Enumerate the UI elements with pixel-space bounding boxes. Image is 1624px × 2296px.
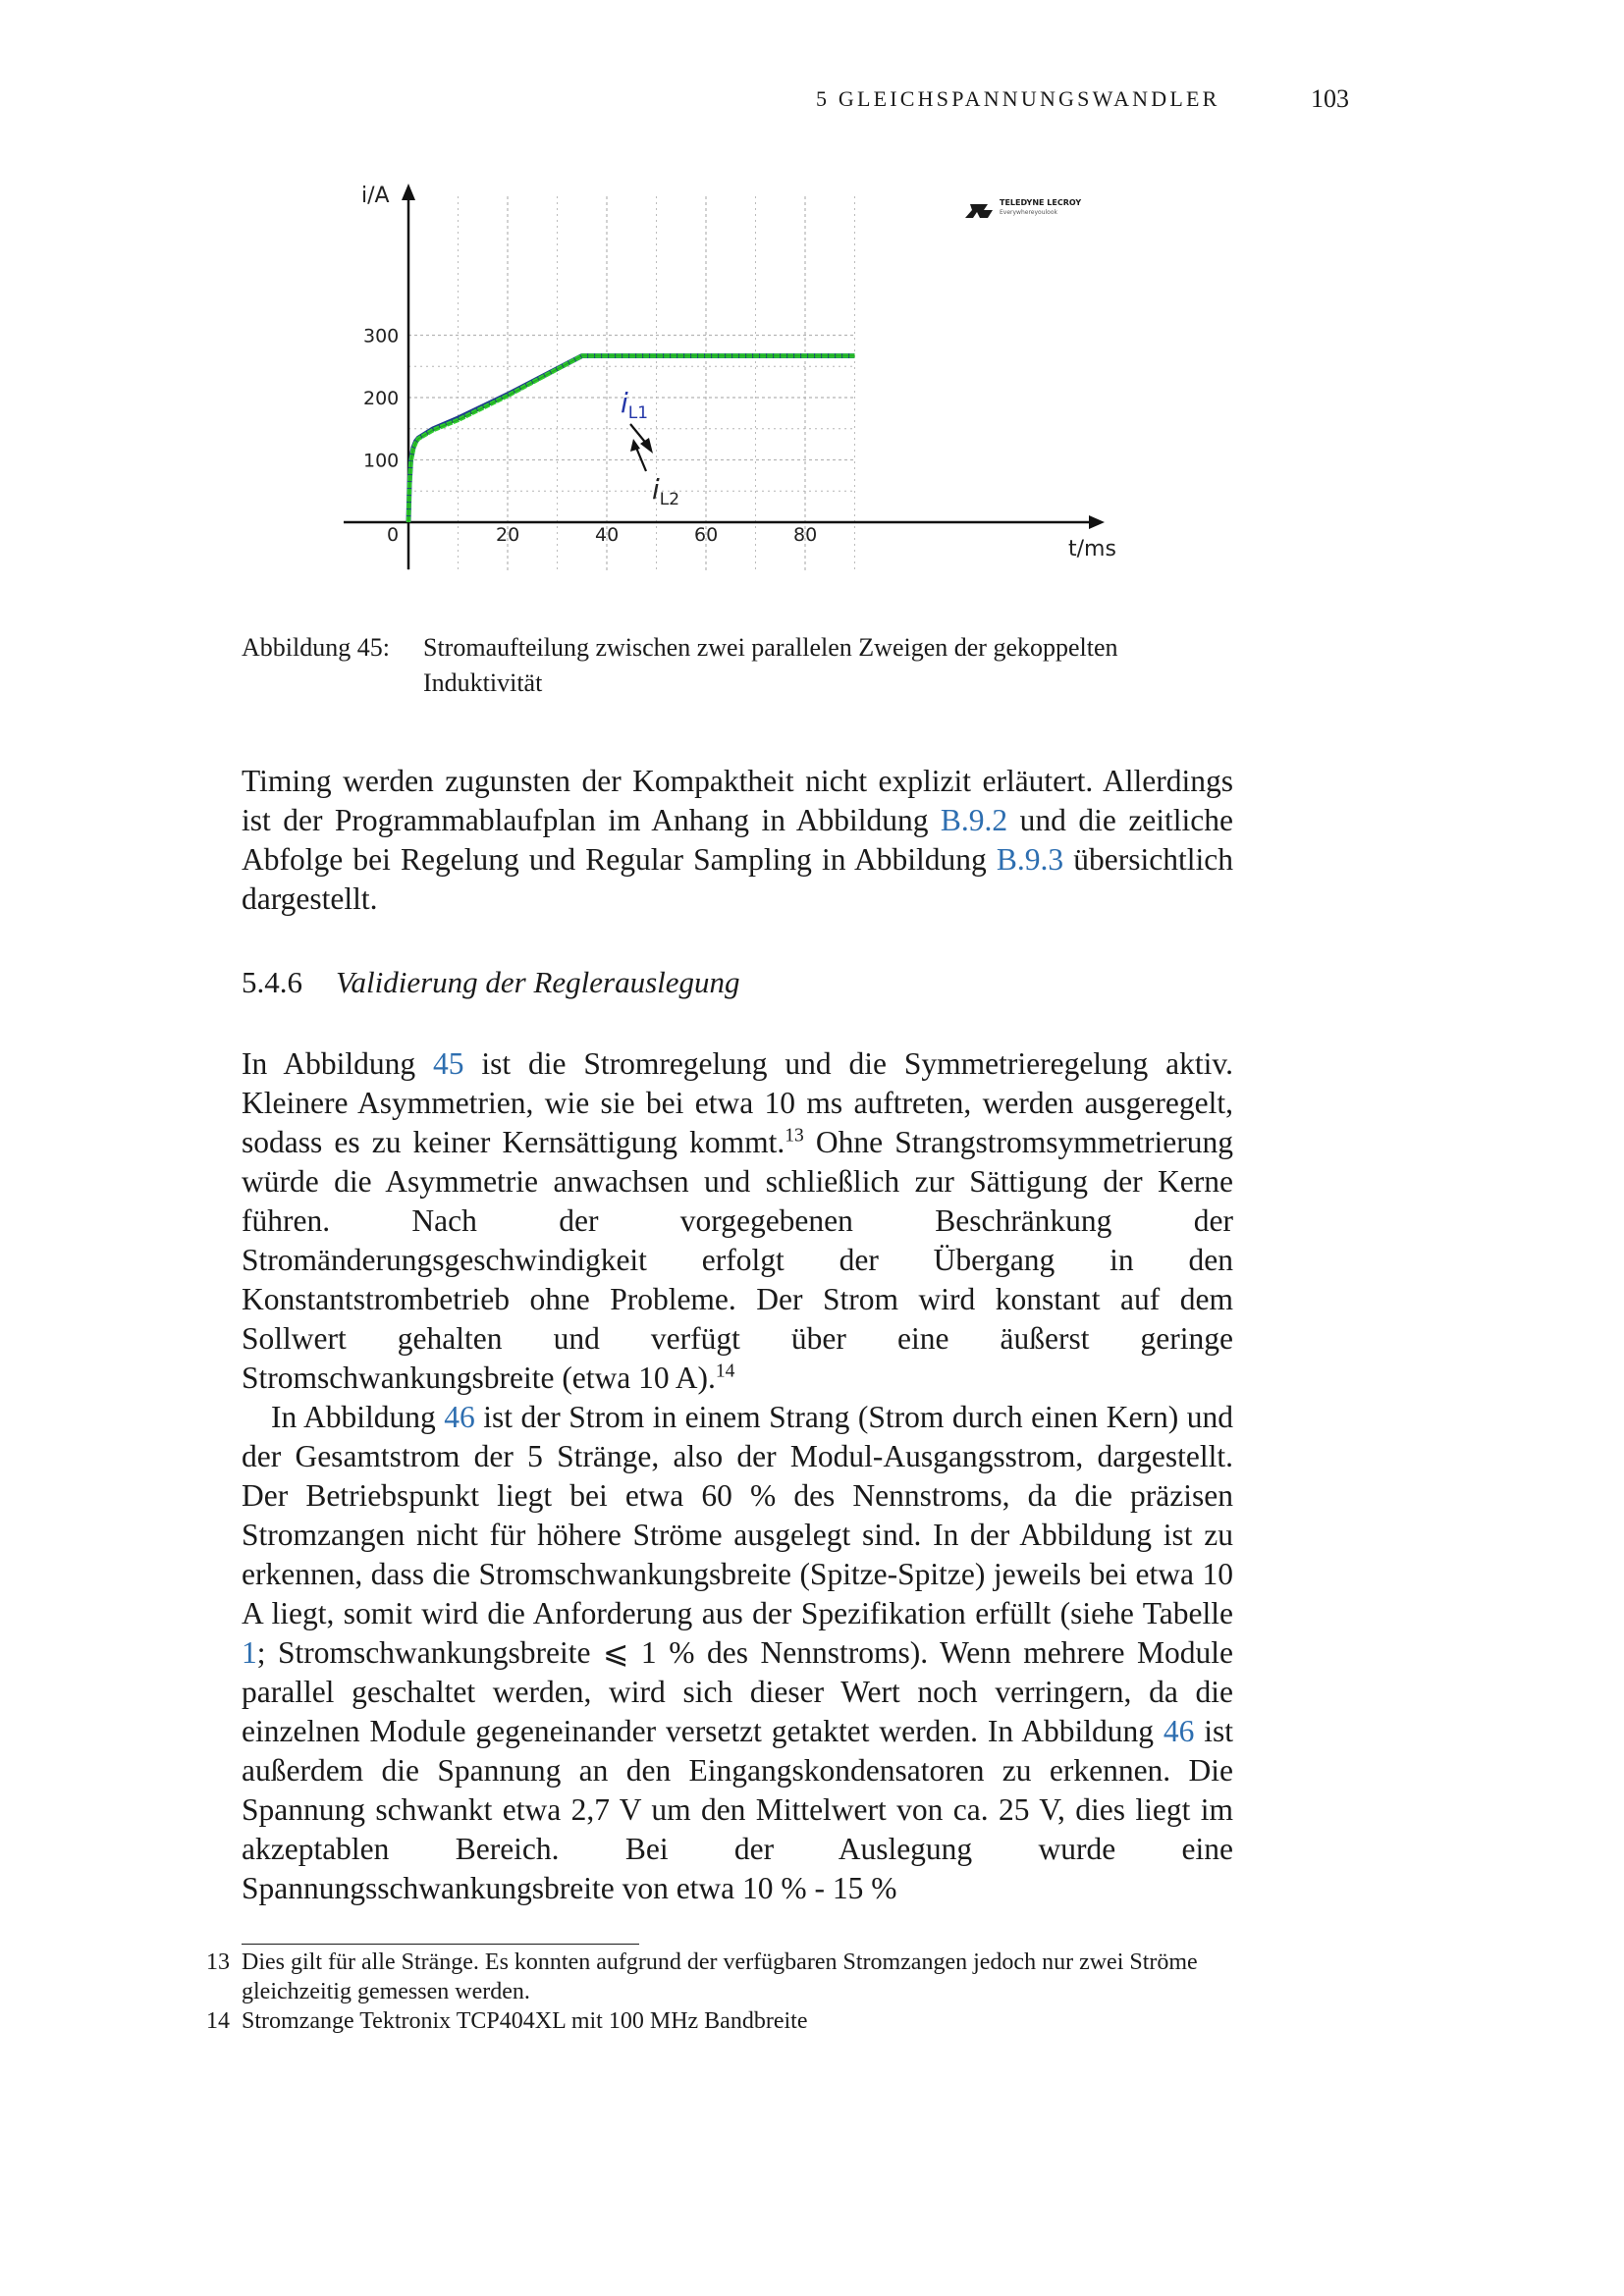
- y-tick-label: 200: [363, 388, 400, 409]
- ref-figure-b92[interactable]: B.9.2: [940, 803, 1008, 837]
- x-axis-arrow-icon: [1089, 515, 1105, 529]
- paragraph-current-ripple: In Abbildung 46 ist der Strom in einem Strang (Strom durch einen Kern) und der Gesamtstrom der 5 Stränge, also der Modul-Ausgangsstrom, dargestellt. Der Betriebspunkt liegt bei etwa 60 % des Nennstroms, da die präzisen Stromzangen nicht für höhere Ströme ausgelegt sind. In der Abbildung ist zu erkennen, dass die Stromschwankungsbreite (Spitze-Spitze) jeweils bei etwa 10 A liegt, somit wird die Anforderung aus der Spezifikation erfüllt (siehe Tabelle 1; Stromschwankungsbreite ⩽ 1 % des Nennstroms). Wenn mehrere Module parallel geschaltet werden, wird sich dieser Wert noch verringern, da die einzelnen Module gegeneinander versetzt getaktet werden. In Abbildung 46 ist außerdem die Spannung an den Eingangskondensatoren zu erkennen. Die Spannung schwankt etwa 2,7 V um den Mittelwert von ca. 25 V, dies liegt im akzeptablen Bereich. Bei der Auslegung wurde eine Spannungsschwankungsbreite von etwa 10 % - 15 %: [242, 1400, 1234, 1905]
- ref-figure-46-second[interactable]: 46: [1163, 1714, 1195, 1748]
- series-line-il2-core: [408, 356, 855, 523]
- x-tick-label: 40: [595, 524, 620, 546]
- y-tick-label: 300: [363, 325, 400, 347]
- il2-label: [652, 473, 679, 509]
- footnotes: [206, 1948, 1233, 2036]
- brand-name: TELEDYNE LECROY: [1000, 198, 1082, 207]
- figure-caption: [242, 630, 1233, 701]
- paragraph-validation: In Abbildung 45 ist die Stromregelung und die Symmetrieregelung aktiv. Kleinere Asymmetrien, wie sie bei etwa 10 ms auftreten, werden ausgeregelt, sodass es zu keiner Kernsättigung kommt.$^{13}$ Ohne Strangstromsymmetrierung würde die Asymmetrie anwachsen und schließlich zur Sättigung der Kerne führen. Nach der vorgegebenen Beschränkung der Stromänderungsgeschwindigkeit erfolgt der Übergang in den Konstantstrombetrieb ohne Probleme. Der Strom wird konstant auf dem Sollwert gehalten und verfügt über eine äußerst geringe Stromschwankungsbreite (etwa 10 A).$^{14}$: [242, 1046, 1234, 1395]
- footnote-mark-13[interactable]: 13: [785, 1125, 804, 1147]
- x-tick-label: 60: [694, 524, 719, 546]
- ref-table-1[interactable]: 1: [242, 1635, 257, 1670]
- il2-pointer-arrowhead-icon: [630, 439, 640, 452]
- paragraph-timing: Timing werden zugunsten der Kompaktheit nicht explizit erläutert. Allerdings ist der Programmablaufplan im Anhang in Abbildung B.9.2 und die zeitliche Abfolge bei Regelung und Regular Sampling in Abbildung B.9.3 übersichtlich dargestellt.: [242, 764, 1233, 916]
- page-number: 103: [1311, 84, 1349, 113]
- section-body: [242, 1044, 1233, 1908]
- figure-caption-label: Abbildung 45:: [242, 633, 390, 662]
- chart-series: [408, 356, 855, 523]
- ref-figure-b93[interactable]: B.9.3: [996, 842, 1064, 877]
- series-line-il2: [408, 356, 855, 523]
- section-title: Validierung der Reglerauslegung: [336, 965, 740, 999]
- teledyne-lecroy-logo: [965, 198, 1081, 218]
- chart-grid: [408, 196, 855, 571]
- y-axis-label: i/A: [361, 184, 390, 208]
- il1-label: [621, 387, 648, 423]
- x-tick-label: 20: [496, 524, 520, 546]
- teledyne-logo-icon: [965, 204, 993, 218]
- y-tick-label: 100: [363, 450, 400, 472]
- ref-figure-46[interactable]: 46: [444, 1400, 475, 1434]
- section-heading: [242, 965, 740, 1000]
- footnote-text: Dies gilt für alle Stränge. Es konnten aufgrund der verfügbaren Stromzangen jedoch nur zwei Ströme gleichzeitig gemessen werden.: [242, 1949, 1198, 2004]
- footnote-number: 14: [206, 2008, 230, 2034]
- running-header-chapter: 5 GLEICHSPANNUNGSWANDLER: [816, 86, 1220, 111]
- footnote-13: [206, 1948, 1233, 2006]
- figure-caption-text: Stromaufteilung zwischen zwei parallelen Zweigen der gekoppelten Induktivität: [423, 633, 1118, 697]
- section-number: 5.4.6: [242, 965, 302, 999]
- il2-label-main: i: [652, 473, 660, 506]
- footnote-14: [206, 2006, 1233, 2036]
- current-sharing-chart: [324, 167, 1139, 579]
- footnote-rule: [242, 1944, 639, 1945]
- footnote-number: 13: [206, 1949, 230, 1975]
- il2-label-sub: L2: [659, 490, 680, 509]
- chart-tick-labels: [363, 326, 817, 547]
- series-line-il1: [408, 356, 855, 523]
- x-axis-label: t/ms: [1068, 537, 1116, 561]
- chart-axes: [344, 184, 1105, 569]
- footnote-text: Stromzange Tektronix TCP404XL mit 100 MHz Bandbreite: [242, 2008, 808, 2034]
- il1-label-main: i: [621, 387, 628, 419]
- il1-label-sub: L1: [627, 403, 649, 423]
- footnote-mark-14[interactable]: 14: [715, 1361, 735, 1382]
- y-axis-arrow-icon: [402, 184, 415, 200]
- ref-figure-45[interactable]: 45: [432, 1046, 464, 1081]
- x-tick-label: 80: [793, 524, 818, 546]
- il1-pointer-arrowhead-icon: [640, 438, 653, 454]
- brand-tagline: Everywhereyoulook: [1000, 209, 1057, 216]
- x-tick-label: 0: [387, 524, 400, 546]
